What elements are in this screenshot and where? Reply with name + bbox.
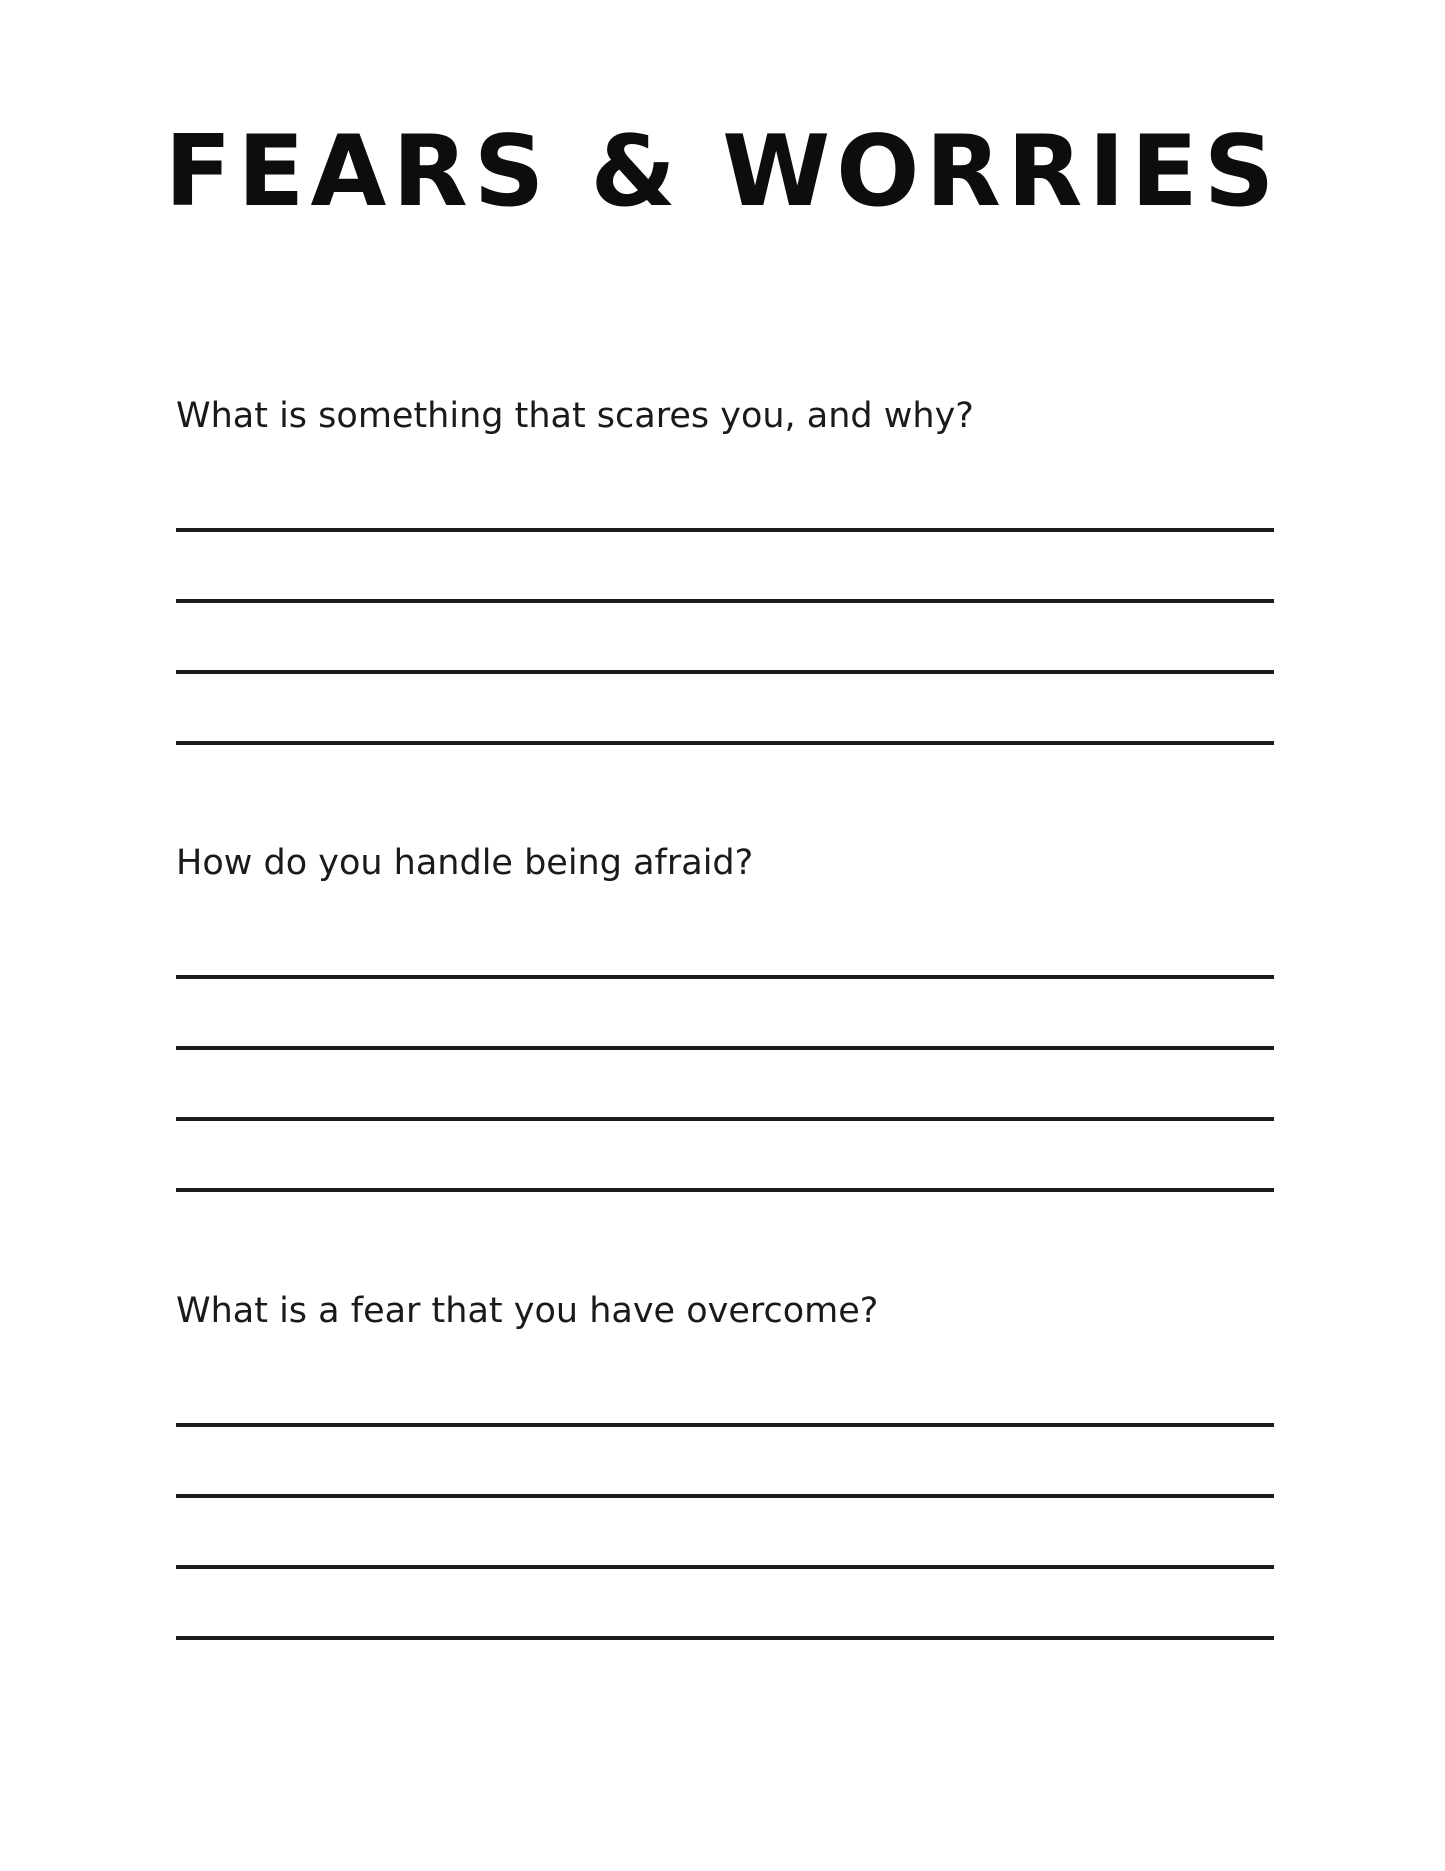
answer-line	[176, 741, 1274, 745]
answer-line	[176, 1494, 1274, 1498]
answer-line	[176, 975, 1274, 979]
page-title: FEARS & WORRIES	[164, 115, 1281, 229]
answer-line	[176, 1423, 1274, 1427]
answer-line	[176, 1565, 1274, 1569]
question-prompt-3: What is a fear that you have overcome?	[176, 1291, 879, 1331]
question-prompt-1: What is something that scares you, and why?	[176, 396, 974, 436]
answer-line	[176, 1046, 1274, 1050]
answer-line	[176, 599, 1274, 603]
answer-line	[176, 1117, 1274, 1121]
answer-line	[176, 1188, 1274, 1192]
answer-line	[176, 528, 1274, 532]
answer-line	[176, 1636, 1274, 1640]
answer-line	[176, 670, 1274, 674]
question-prompt-2: How do you handle being afraid?	[176, 843, 754, 883]
